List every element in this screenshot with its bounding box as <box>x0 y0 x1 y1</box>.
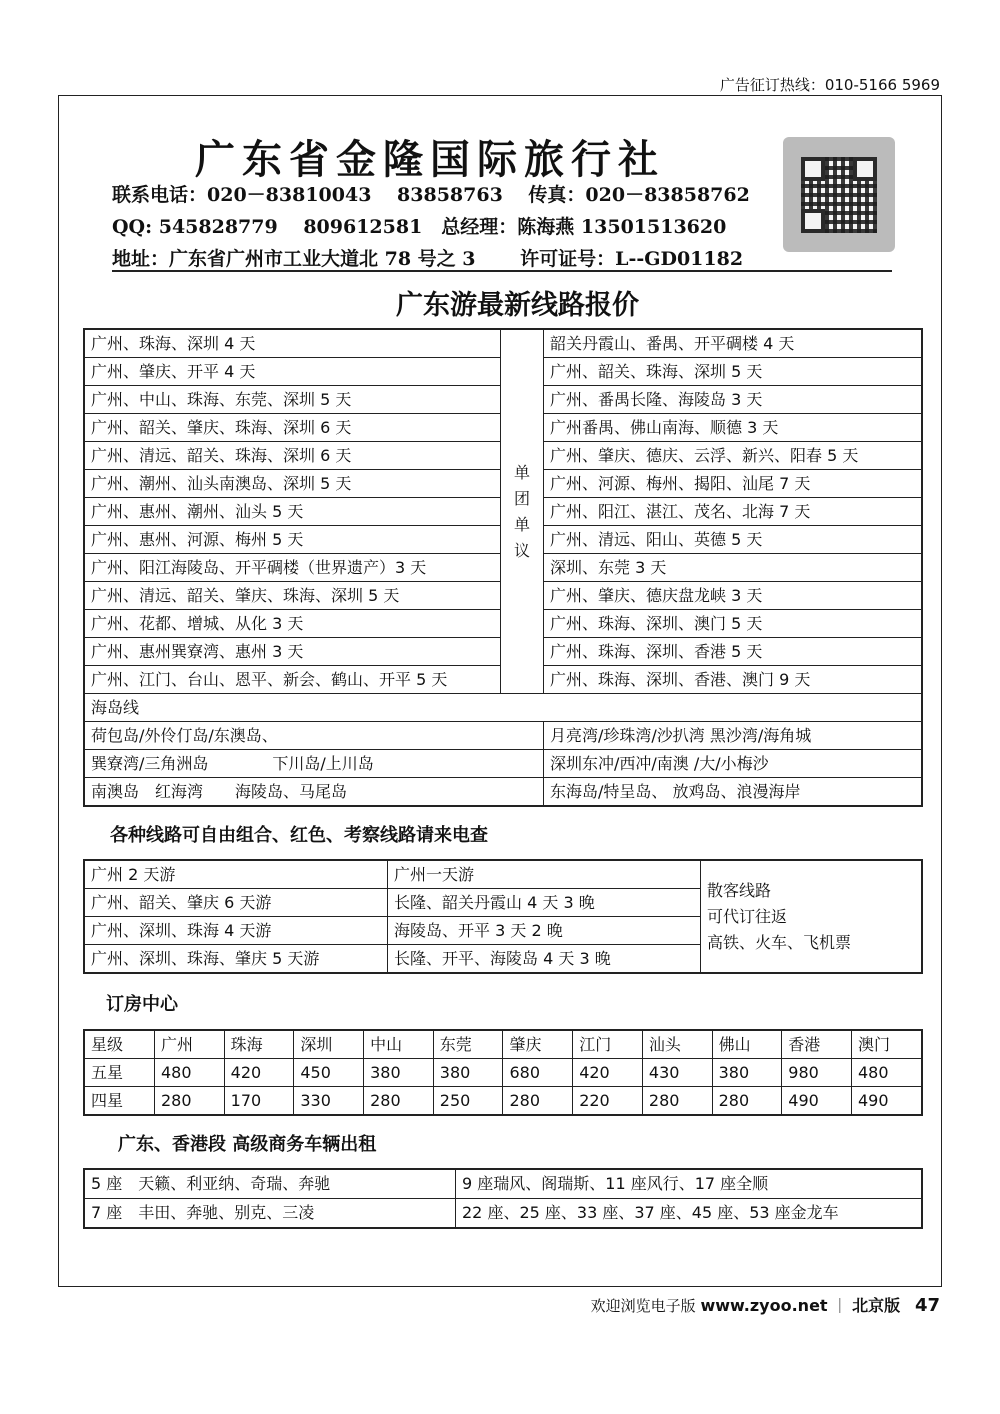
hotel-price-cell: 280 <box>364 1087 434 1116</box>
hotel-price-cell: 280 <box>642 1087 712 1116</box>
hotel-price-cell: 450 <box>294 1059 364 1087</box>
route-right-cell: 广州、珠海、深圳、澳门 5 天 <box>544 610 923 638</box>
hotel-price-cell: 170 <box>224 1087 294 1116</box>
hotel-price-cell: 280 <box>712 1087 782 1116</box>
qr-code-icon <box>783 137 895 252</box>
island-left-cell: 南澳岛 红海湾 海陵岛、马尾岛 <box>84 778 544 807</box>
hotel-price-cell: 330 <box>294 1087 364 1116</box>
hotel-header-cell: 汕头 <box>642 1030 712 1059</box>
route-right-cell: 广州、肇庆、德庆、云浮、新兴、阳春 5 天 <box>544 442 923 470</box>
route-left-cell: 广州、韶关、肇庆、珠海、深圳 6 天 <box>84 414 501 442</box>
table-row <box>84 329 922 358</box>
ad-hotline: 广告征订热线：010-5166 5969 <box>719 76 940 94</box>
table-row <box>84 1059 922 1087</box>
route-left-cell: 广州、江门、台山、恩平、新会、鹤山、开平 5 天 <box>84 666 501 694</box>
hotel-header-cell: 江门 <box>573 1030 643 1059</box>
header-divider <box>112 270 892 272</box>
hotel-table <box>83 1029 923 1116</box>
page-title: 广东游最新线路报价 <box>396 290 639 321</box>
footer-text: 欢迎浏览电子版 <box>590 1297 696 1315</box>
tour-cell: 广州、深圳、珠海 4 天游 <box>84 917 388 945</box>
island-right-cell: 深圳东冲/西冲/南澳 /大/小梅沙 <box>544 750 923 778</box>
route-right-cell: 广州、珠海、深圳、香港 5 天 <box>544 638 923 666</box>
tour-cell: 广州、深圳、珠海、肇庆 5 天游 <box>84 945 388 974</box>
table-row <box>84 1199 922 1229</box>
footer <box>591 1293 940 1316</box>
route-left-cell: 广州、惠州、河源、梅州 5 天 <box>84 526 501 554</box>
route-left-cell: 广州、惠州巽寮湾、惠州 3 天 <box>84 638 501 666</box>
hotel-price-cell: 420 <box>573 1059 643 1087</box>
agency-phone-line: 联系电话：020－83810043 83858763 传真：020－83858762 <box>112 184 750 206</box>
route-left-cell: 广州、清远、韶关、珠海、深圳 6 天 <box>84 442 501 470</box>
hotel-price-cell: 480 <box>852 1059 923 1087</box>
hotel-price-cell: 五星 <box>84 1059 154 1087</box>
route-right-cell: 广州、肇庆、德庆盘龙峡 3 天 <box>544 582 923 610</box>
agency-address-line: 地址：广东省广州市工业大道北 78 号之 3 许可证号：L--GD01182 <box>112 248 744 270</box>
hotel-header-cell: 澳门 <box>852 1030 923 1059</box>
hotel-header-cell: 肇庆 <box>503 1030 573 1059</box>
tour-cell: 长隆、韶关丹霞山 4 天 3 晚 <box>388 889 701 917</box>
car-rental-title: 广东、香港段 高级商务车辆出租 <box>118 1134 377 1155</box>
car-left-cell: 7 座 丰田、奔驰、别克、三凌 <box>84 1199 456 1229</box>
hotel-price-cell: 490 <box>852 1087 923 1116</box>
hotel-price-cell: 四星 <box>84 1087 154 1116</box>
route-left-cell: 广州、清远、韶关、肇庆、珠海、深圳 5 天 <box>84 582 501 610</box>
tours-table <box>83 859 923 974</box>
route-left-cell: 广州、潮州、汕头南澳岛、深圳 5 天 <box>84 470 501 498</box>
hotel-header-cell: 星级 <box>84 1030 154 1059</box>
car-left-cell: 5 座 天籁、利亚纳、奇瑞、奔驰 <box>84 1169 456 1199</box>
tour-cell: 广州 2 天游 <box>84 860 388 889</box>
car-right-cell: 22 座、25 座、33 座、37 座、45 座、53 座金龙车 <box>456 1199 923 1229</box>
table-row <box>84 1169 922 1199</box>
table-row <box>84 722 922 750</box>
table-row <box>84 778 922 807</box>
hotel-price-cell: 280 <box>503 1087 573 1116</box>
combo-note: 各种线路可自由组合、红色、考察线路请来电查 <box>110 825 488 846</box>
hotel-price-cell: 380 <box>364 1059 434 1087</box>
footer-url[interactable]: www.zyoo.net <box>700 1296 828 1315</box>
hotel-header-cell: 广州 <box>154 1030 224 1059</box>
tour-cell: 广州一天游 <box>388 860 701 889</box>
table-row <box>84 750 922 778</box>
route-right-cell: 广州、番禺长隆、海陵岛 3 天 <box>544 386 923 414</box>
hotel-header-cell: 珠海 <box>224 1030 294 1059</box>
group-tour-label: 单 团 单 议 <box>501 329 544 694</box>
hotel-price-cell: 420 <box>224 1059 294 1087</box>
hotel-header-cell: 中山 <box>364 1030 434 1059</box>
hotel-price-cell: 250 <box>433 1087 503 1116</box>
route-left-cell: 广州、肇庆、开平 4 天 <box>84 358 501 386</box>
route-left-cell: 广州、中山、珠海、东莞、深圳 5 天 <box>84 386 501 414</box>
tour-cell: 广州、韶关、肇庆 6 天游 <box>84 889 388 917</box>
tour-cell: 海陵岛、开平 3 天 2 晚 <box>388 917 701 945</box>
island-right-cell: 东海岛/特呈岛、 放鸡岛、浪漫海岸 <box>544 778 923 807</box>
route-right-cell: 韶关丹霞山、番禺、开平碉楼 4 天 <box>544 329 923 358</box>
footer-sep: ｜ <box>832 1297 848 1315</box>
hotel-price-cell: 480 <box>154 1059 224 1087</box>
route-left-cell: 广州、惠州、潮州、汕头 5 天 <box>84 498 501 526</box>
route-left-cell: 广州、花都、增城、从化 3 天 <box>84 610 501 638</box>
hotel-price-cell: 680 <box>503 1059 573 1087</box>
car-rental-table <box>83 1168 923 1229</box>
island-left-cell: 荷包岛/外伶仃岛/东澳岛、 <box>84 722 544 750</box>
island-header: 海岛线 <box>84 694 922 722</box>
route-right-cell: 广州、河源、梅州、揭阳、汕尾 7 天 <box>544 470 923 498</box>
hotel-price-cell: 380 <box>712 1059 782 1087</box>
route-right-cell: 广州、清远、阳山、英德 5 天 <box>544 526 923 554</box>
hotel-price-cell: 220 <box>573 1087 643 1116</box>
route-right-cell: 广州、韶关、珠海、深圳 5 天 <box>544 358 923 386</box>
hotel-header-cell: 香港 <box>782 1030 852 1059</box>
table-row <box>84 1030 922 1059</box>
island-right-cell: 月亮湾/珍珠湾/沙扒湾 黑沙湾/海角城 <box>544 722 923 750</box>
route-left-cell: 广州、珠海、深圳 4 天 <box>84 329 501 358</box>
hotel-price-cell: 490 <box>782 1087 852 1116</box>
tour-cell: 长隆、开平、海陵岛 4 天 3 晚 <box>388 945 701 974</box>
route-right-cell: 深圳、东莞 3 天 <box>544 554 923 582</box>
agency-name: 广东省金隆国际旅行社 <box>195 136 665 183</box>
hotel-price-cell: 380 <box>433 1059 503 1087</box>
footer-edition: 北京版 <box>852 1296 901 1315</box>
route-right-cell: 广州、阳江、湛江、茂名、北海 7 天 <box>544 498 923 526</box>
hotel-price-cell: 430 <box>642 1059 712 1087</box>
agency-qq-line: QQ: 545828779 809612581 总经理：陈海燕 13501513620 <box>112 216 727 238</box>
car-right-cell: 9 座瑞风、阁瑞斯、11 座风行、17 座全顺 <box>456 1169 923 1199</box>
fit-tour-note: 散客线路 可代订往返 高铁、火车、飞机票 <box>701 860 923 973</box>
table-row <box>84 860 922 889</box>
hotel-price-cell: 980 <box>782 1059 852 1087</box>
hotel-header-cell: 深圳 <box>294 1030 364 1059</box>
island-left-cell: 巽寮湾/三角洲岛 下川岛/上川岛 <box>84 750 544 778</box>
hotel-title: 订房中心 <box>106 994 178 1015</box>
table-row <box>84 1087 922 1116</box>
table-row <box>84 694 922 722</box>
hotel-price-cell: 280 <box>154 1087 224 1116</box>
hotel-header-cell: 佛山 <box>712 1030 782 1059</box>
hotel-header-cell: 东莞 <box>433 1030 503 1059</box>
route-right-cell: 广州、珠海、深圳、香港、澳门 9 天 <box>544 666 923 694</box>
routes-table <box>83 328 923 807</box>
page-number: 47 <box>914 1295 940 1316</box>
route-right-cell: 广州番禺、佛山南海、顺德 3 天 <box>544 414 923 442</box>
route-left-cell: 广州、阳江海陵岛、开平碉楼（世界遗产）3 天 <box>84 554 501 582</box>
